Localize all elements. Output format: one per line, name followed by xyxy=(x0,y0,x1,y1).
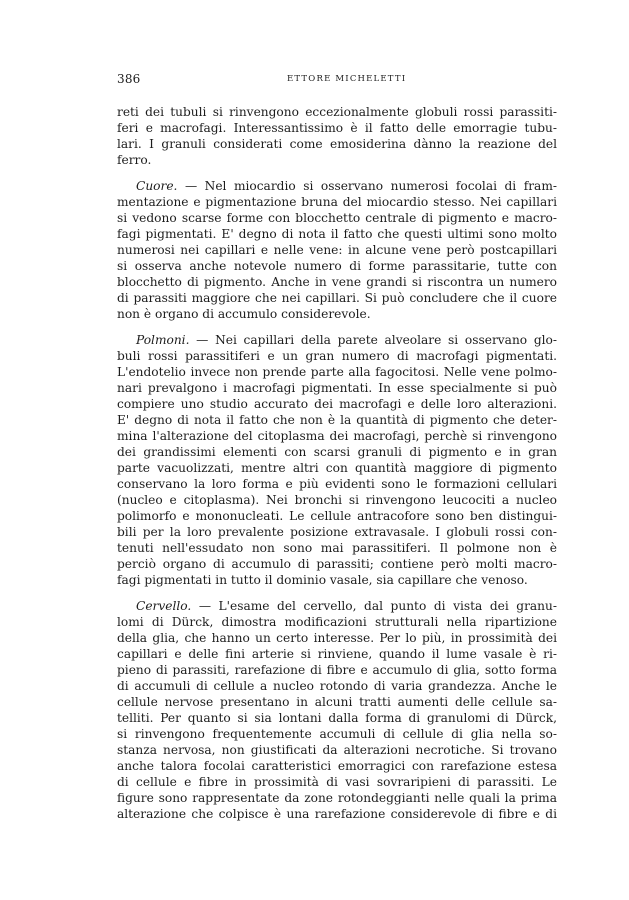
text-line: di cellule e fibre in prossimità di vasi sovraripieni di parassiti. Le xyxy=(117,775,557,789)
section-heading-polmoni: Polmoni. xyxy=(136,333,190,347)
text-line: capillari e delle fini arterie si rinviene, quando il lume vasale è ri- xyxy=(117,647,557,661)
text-run: — L'esame del cervello, dal punto di vista dei granu- xyxy=(191,599,557,613)
text-line: fagi pigmentati in tutto il dominio vasale, sia capillare che venoso. xyxy=(117,573,528,587)
text-line: feri e macrofagi. Interessantissimo è il fatto delle emorragie tubu- xyxy=(117,121,557,135)
text-line: lomi di Dürck, dimostra modificazioni strutturali nella ripartizione xyxy=(117,615,557,629)
running-head: ETTORE MICHELETTI xyxy=(287,74,407,84)
section-heading-cuore: Cuore. xyxy=(136,179,178,193)
text-line: anche talora focolai caratteristici emorragici con rarefazione estesa xyxy=(117,759,557,773)
text-line: fagi pigmentati. E' degno di nota il fatto che questi ultimi sono molto xyxy=(117,227,557,241)
text-line: bili per la loro prevalente posizione extravasale. I globuli rossi con- xyxy=(117,525,557,539)
text-line: ferro. xyxy=(117,153,152,167)
text-line: non è organo di accumulo considerevole. xyxy=(117,307,371,321)
text-line: dei grandissimi elementi con scarsi granuli di pigmento e in gran xyxy=(117,445,557,459)
text-line: telliti. Per quanto si sia lontani dalla forma di granulomi di Dürck, xyxy=(117,711,557,725)
section-heading-cervello: Cervello. xyxy=(136,599,192,613)
text-line: figure sono rappresentate da zone rotondeggianti nelle quali la prima xyxy=(117,791,557,805)
section-first-line xyxy=(136,332,557,348)
text-line: della glia, che hanno un certo interesse. Per lo più, in prossimità dei xyxy=(117,631,557,645)
text-line: si osserva anche notevole numero di forme parassitarie, tutte con xyxy=(117,259,557,273)
text-line: E' degno di nota il fatto che non è la quantità di pigmento che deter- xyxy=(117,413,557,427)
text-line: si rinvengono frequentemente accumuli di cellule di glia nella so- xyxy=(117,727,557,741)
section-first-line xyxy=(136,598,557,614)
text-line: compiere uno studio accurato dei macrofagi e delle loro alterazioni. xyxy=(117,397,557,411)
text-line: (nucleo e citoplasma). Nei bronchi si rinvengono leucociti a nucleo xyxy=(117,493,557,507)
text-line: cellule nervose presentano in alcuni tratti aumenti delle cellule sa- xyxy=(117,695,557,709)
page-number: 386 xyxy=(117,72,141,86)
text-line: reti dei tubuli si rinvengono eccezionalmente globuli rossi parassiti- xyxy=(117,105,557,119)
text-line: stanza nervosa, non giustificati da alterazioni necrotiche. Si trovano xyxy=(117,743,557,757)
text-line: conservano la loro forma e più evidenti sono le formazioni cellulari xyxy=(117,477,557,491)
text-line: numerosi nei capillari e nelle vene: in alcune vene però postcapillari xyxy=(117,243,557,257)
text-line: di accumuli di cellule a nucleo rotondo di varia grandezza. Anche le xyxy=(117,679,557,693)
text-run: — Nel miocardio si osservano numerosi focolai di fram- xyxy=(177,179,557,193)
text-line: lari. I granuli considerati come emosiderina dànno la reazione del xyxy=(117,137,557,151)
text-line: parte vacuolizzati, mentre altri con quantità maggiore di pigmento xyxy=(117,461,557,475)
text-line: nari prevalgono i macrofagi pigmentati. In esse specialmente si può xyxy=(117,381,557,395)
text-line: di parassiti maggiore che nei capillari. Si può concludere che il cuore xyxy=(117,291,557,305)
text-line: L'endotelio invece non prende parte alla fagocitosi. Nelle vene polmo- xyxy=(117,365,557,379)
text-line: mina l'alterazione del citoplasma dei macrofagi, perchè si rinvengono xyxy=(117,429,557,443)
text-line: tenuti nell'essudato non sono mai parassitiferi. Il polmone non è xyxy=(117,541,557,555)
text-run: — Nei capillari della parete alveolare si osservano glo- xyxy=(189,333,557,347)
text-line: pieno di parassiti, rarefazione di fibre e accumulo di glia, sotto forma xyxy=(117,663,557,677)
text-line: polimorfo e mononucleati. Le cellule antracofore sono ben distingui- xyxy=(117,509,557,523)
section-first-line xyxy=(136,178,557,194)
text-line: alterazione che colpisce è una rarefazione considerevole di fibre e di xyxy=(117,807,557,821)
text-line: mentazione e pigmentazione bruna del miocardio stesso. Nei capillari xyxy=(117,195,557,209)
text-line: perciò organo di accumulo di parassiti; contiene però molti macro- xyxy=(117,557,557,571)
text-line: buli rossi parassitiferi e un gran numero di macrofagi pigmentati. xyxy=(117,349,557,363)
text-line: blocchetto di pigmento. Anche in vene grandi si riscontra un numero xyxy=(117,275,557,289)
text-line: si vedono scarse forme con blocchetto centrale di pigmento e macro- xyxy=(117,211,557,225)
